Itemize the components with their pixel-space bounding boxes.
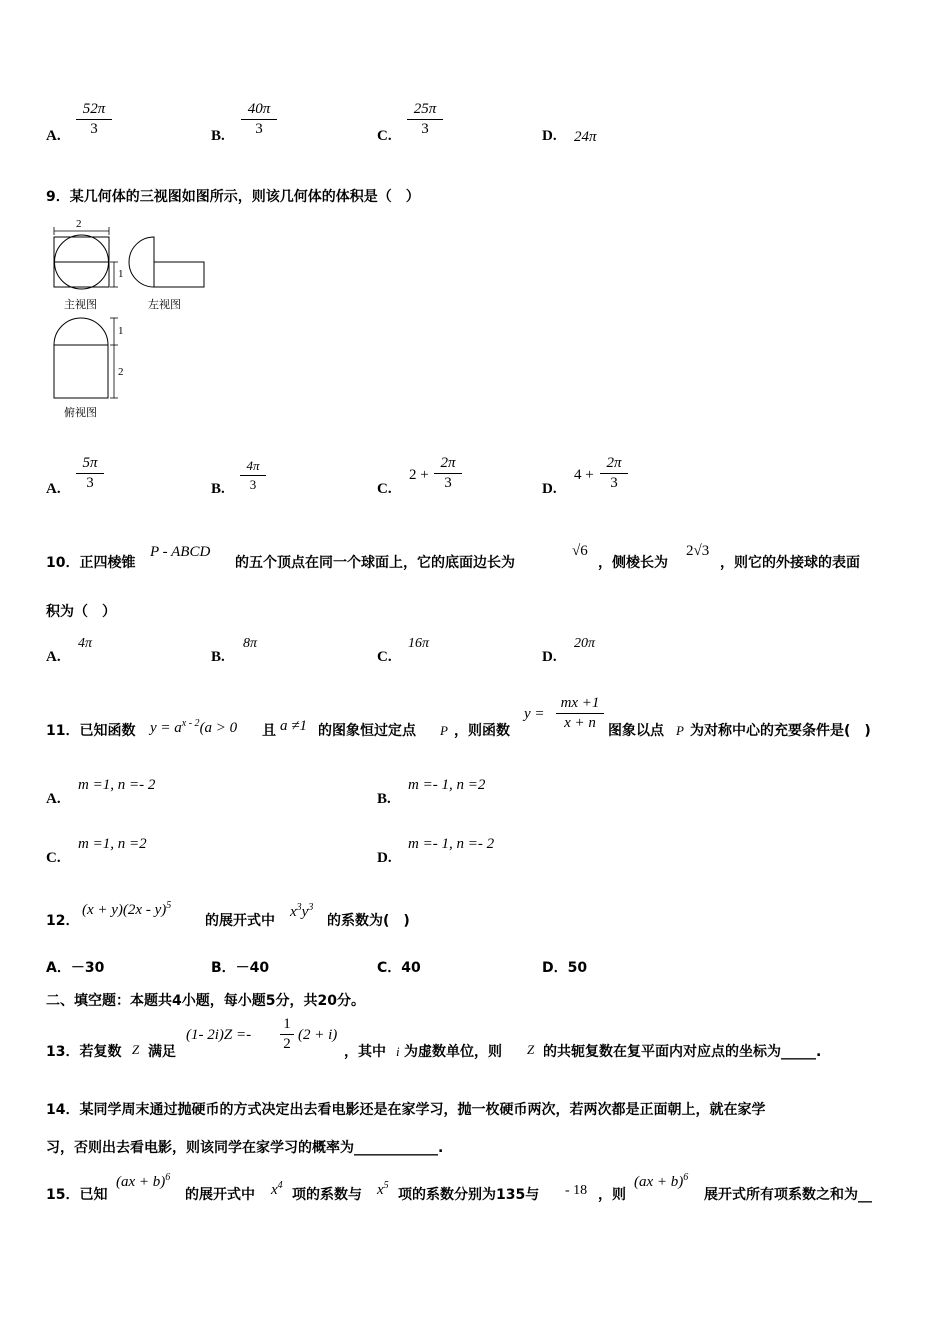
q15-expr2-exp: 6 xyxy=(683,1172,689,1183)
q8-option-a-label: A. xyxy=(46,128,61,144)
q13-z: Z xyxy=(132,1042,140,1057)
q10-text1: 的五个顶点在同一个球面上，它的底面边长为 xyxy=(235,555,515,571)
q11-text1: 的图象恒过定点 xyxy=(318,723,416,739)
q15-text5: 展开式所有项系数之和为__ xyxy=(704,1187,872,1203)
q11-text3: 图象以点 xyxy=(608,723,664,739)
three-view-figure xyxy=(44,215,214,420)
q9-d-prefix: 4 + xyxy=(574,467,594,483)
q13-fraction xyxy=(280,1016,294,1053)
q8-option-c-label: C. xyxy=(377,128,392,144)
q13-z2: Z xyxy=(527,1042,535,1057)
q10-pyramid: P - ABCD xyxy=(150,544,211,560)
q12-option-b-label: B． xyxy=(211,960,236,976)
q13-text3: 为虚数单位，则 xyxy=(404,1044,502,1060)
q15-text3: 项的系数分别为135与 xyxy=(398,1187,540,1203)
q11-den: x + n xyxy=(564,715,596,731)
q9-option-c-label: C. xyxy=(377,481,392,497)
q12-option-d xyxy=(542,957,587,977)
dim-top-2: 2 xyxy=(118,366,124,378)
q15-expr2-base: (ax + b) xyxy=(634,1174,684,1190)
q12-option-a-value: －30 xyxy=(70,960,105,976)
q9-option-b-fraction xyxy=(240,458,266,493)
q8-option-d-value: 24π xyxy=(574,129,597,145)
front-view-caption: 主视图 xyxy=(64,298,97,311)
q11-option-b-value: m =- 1, n =2 xyxy=(408,777,486,793)
q9-a-num: 5π xyxy=(82,455,98,471)
q8-option-d-label: D. xyxy=(542,128,557,144)
q8-option-a-fraction xyxy=(76,101,112,138)
q13-num: 1 xyxy=(283,1016,291,1032)
q13-text2: ，其中 xyxy=(344,1044,386,1060)
q8-option-c-fraction xyxy=(407,101,443,138)
section-heading-fill-in: 二、填空题：本题共4小题，每小题5分，共20分。 xyxy=(46,993,365,1009)
q8-b-den: 3 xyxy=(255,121,263,137)
q11-number: 11．已知函数 xyxy=(46,723,136,739)
q10-text2: ，侧棱长为 xyxy=(598,555,668,571)
q15-text4: ，则 xyxy=(598,1187,626,1203)
q15-x5-base: x xyxy=(377,1182,384,1198)
q15-text2: 项的系数与 xyxy=(292,1187,362,1203)
q12-option-d-label: D． xyxy=(542,960,568,976)
q12-option-a-label: A． xyxy=(46,960,71,976)
q11-option-a-value: m =1, n =- 2 xyxy=(78,777,156,793)
q9-option-a-label: A. xyxy=(46,481,61,497)
q11-func xyxy=(150,718,237,737)
q13-rhs: (2 + i) xyxy=(298,1027,338,1043)
q15-x4 xyxy=(271,1180,283,1199)
q8-c-num: 25π xyxy=(413,101,437,117)
q12-option-b-value: －40 xyxy=(235,960,270,976)
q10-option-c-value: 16π xyxy=(408,636,430,651)
q15-x5 xyxy=(377,1180,389,1199)
dim-width-2: 2 xyxy=(76,218,82,230)
q8-option-b-label: B. xyxy=(211,128,225,144)
q9-option-b-label: B. xyxy=(211,481,225,497)
q12-text2: 的系数为( ) xyxy=(327,913,410,929)
q10-option-d-value: 20π xyxy=(574,636,596,651)
q15-expr2 xyxy=(634,1172,688,1191)
q9-c-den: 3 xyxy=(444,475,452,491)
q12-option-d-value: 50 xyxy=(567,960,588,976)
q12-option-c-value: 40 xyxy=(401,960,421,976)
q11-option-c-label: C. xyxy=(46,850,61,866)
q12-text1: 的展开式中 xyxy=(205,913,275,929)
q11-func-exp: x - 2 xyxy=(181,718,200,729)
q10-option-b-value: 8π xyxy=(243,636,258,651)
q10-number: 10．正四棱锥 xyxy=(46,555,136,571)
q8-a-den: 3 xyxy=(90,121,98,137)
q9-b-den: 3 xyxy=(249,477,257,492)
q11-text4: 为对称中心的充要条件是( ) xyxy=(690,723,871,739)
q10-option-d-label: D. xyxy=(542,649,557,665)
q13-lhs: (1- 2i)Z =- xyxy=(186,1027,252,1043)
top-view xyxy=(54,318,118,398)
top-view-caption: 俯视图 xyxy=(64,406,97,419)
q13-den: 2 xyxy=(283,1036,291,1052)
q13-text1: 满足 xyxy=(148,1044,176,1060)
q14-line1: 14．某同学周末通过抛硬币的方式决定出去看电影还是在家学习，抛一枚硬币两次，若两次都是正面朝上，就在家学 xyxy=(46,1102,766,1118)
q12-expr xyxy=(82,900,171,919)
q13-text4: 的共轭复数在复平面内对应点的坐标为_____. xyxy=(543,1044,822,1060)
front-view xyxy=(54,227,118,289)
q11-text2: ，则函数 xyxy=(454,723,510,739)
q11-option-b-label: B. xyxy=(377,791,391,807)
side-view xyxy=(129,237,204,287)
q12-expr-base: (x + y)(2x - y) xyxy=(82,902,167,918)
q11-fraction xyxy=(556,695,604,732)
q12-term-x-exp: 3 xyxy=(296,902,302,913)
q15-number: 15．已知 xyxy=(46,1187,108,1203)
q11-cond2: a ≠1 xyxy=(280,718,307,734)
q9-stem: 9．某几何体的三视图如图所示，则该几何体的体积是（ ） xyxy=(46,189,420,205)
q12-term-y-exp: 3 xyxy=(308,902,314,913)
dim-front-h-1: 1 xyxy=(118,268,124,280)
q10-option-c-label: C. xyxy=(377,649,392,665)
q15-expr xyxy=(116,1172,170,1191)
q12-option-b xyxy=(211,957,269,977)
q9-d-num: 2π xyxy=(606,455,622,471)
q9-a-den: 3 xyxy=(86,475,94,491)
q9-d-den: 3 xyxy=(610,475,618,491)
q11-option-c-value: m =1, n =2 xyxy=(78,836,147,852)
q12-option-c xyxy=(377,957,421,977)
q8-a-num: 52π xyxy=(82,101,106,117)
q11-and: 且 xyxy=(262,723,276,739)
q8-c-den: 3 xyxy=(421,121,429,137)
q10-line2: 积为（ ） xyxy=(46,604,116,620)
q11-option-d-label: D. xyxy=(377,850,392,866)
q10-option-b-label: B. xyxy=(211,649,225,665)
q13-number: 13．若复数 xyxy=(46,1044,122,1060)
q11-func-base: y = a xyxy=(150,720,182,736)
q13-i: i xyxy=(396,1044,400,1059)
q10-option-a-value: 4π xyxy=(78,636,93,651)
q9-option-c-fraction xyxy=(434,455,462,492)
q9-c-prefix: 2 + xyxy=(409,467,429,483)
q10-lateral: 2√3 xyxy=(686,543,710,559)
q12-term xyxy=(290,902,313,921)
q15-text1: 的展开式中 xyxy=(185,1187,255,1203)
q10-text3: ，则它的外接球的表面 xyxy=(720,555,860,571)
q12-number: 12． xyxy=(46,913,80,929)
q12-option-c-label: C． xyxy=(377,960,402,976)
q12-option-a xyxy=(46,957,104,977)
q11-option-d-value: m =- 1, n =- 2 xyxy=(408,836,495,852)
q11-num: mx +1 xyxy=(560,695,600,711)
q9-option-a-fraction xyxy=(76,455,104,492)
q15-expr-exp: 6 xyxy=(165,1172,171,1183)
q10-base: √6 xyxy=(572,543,588,559)
q15-expr-base: (ax + b) xyxy=(116,1174,166,1190)
side-view-caption: 左视图 xyxy=(148,298,181,311)
q10-option-a-label: A. xyxy=(46,649,61,665)
dim-top-1: 1 xyxy=(118,325,124,337)
q15-x4-base: x xyxy=(271,1182,278,1198)
q12-term-y: y xyxy=(301,904,309,920)
q9-option-d-label: D. xyxy=(542,481,557,497)
q8-b-num: 40π xyxy=(247,101,271,117)
q11-yeq: y = xyxy=(524,706,545,722)
q11-option-a-label: A. xyxy=(46,791,61,807)
q12-term-x: x xyxy=(290,904,297,920)
q9-b-num: 4π xyxy=(246,458,260,473)
q9-option-d-fraction xyxy=(600,455,628,492)
q11-point-p2: P xyxy=(676,723,684,738)
q11-point-p: P xyxy=(440,723,448,738)
q15-neg: - 18 xyxy=(565,1183,588,1198)
q9-c-num: 2π xyxy=(440,455,456,471)
q8-option-b-fraction xyxy=(241,101,277,138)
q14-line2: 习，否则出去看电影，则该同学在家学习的概率为____________. xyxy=(46,1140,444,1156)
q15-x5-exp: 5 xyxy=(383,1180,389,1191)
q15-x4-exp: 4 xyxy=(277,1180,283,1191)
q11-cond: (a > 0 xyxy=(199,720,238,736)
q12-expr-exp: 5 xyxy=(166,900,172,911)
